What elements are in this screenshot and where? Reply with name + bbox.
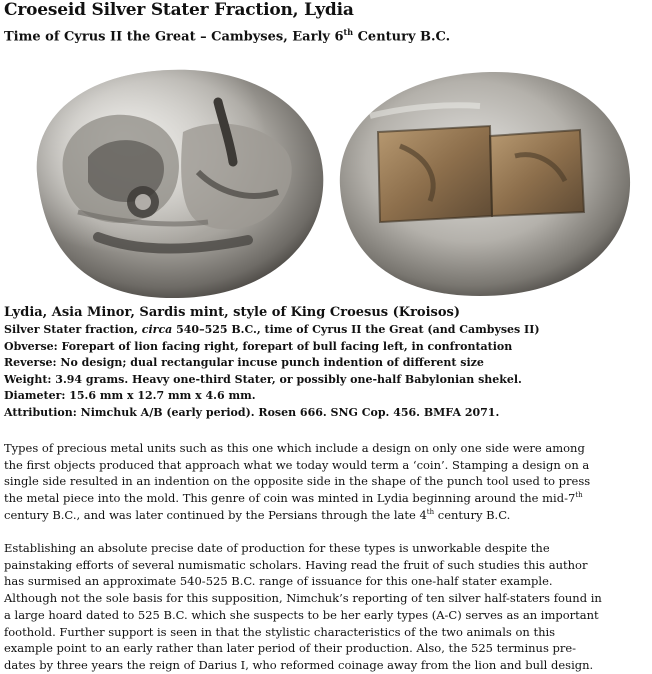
paragraph-dating xyxy=(4,540,648,674)
paragraph-line: example point to an early rather than later period of their production. Also, the 525 terminus pre- xyxy=(4,641,577,656)
paragraph-line: foothold. Further support is seen in that the stylistic characteristics of the two animals on this xyxy=(4,624,556,639)
paragraph-history xyxy=(4,440,648,524)
paragraph-line: has surmised an approximate 540-525 B.C. range of issuance for this one-half stater example. xyxy=(4,574,553,589)
paragraph-line: a large hoard dated to 525 B.C. which she suspects to be her early types (A-C) serves as an important xyxy=(4,607,599,622)
denomination-b: 540–525 B.C., time of Cyrus II the Great (and Cambyses II) xyxy=(172,323,540,336)
coin-details xyxy=(4,304,648,421)
paragraph-line: single side resulted in an indention on the opposite side in the shape of the punch tool used to press xyxy=(4,474,591,489)
details-reverse: Reverse: No design; dual rectangular incuse punch indention of different size xyxy=(4,356,484,369)
paragraph-line xyxy=(4,490,648,507)
coin-reverse-image xyxy=(330,66,636,300)
details-obverse: Obverse: Forepart of lion facing right, forepart of bull facing left, in confrontation xyxy=(4,339,513,353)
subtitle-end: Century B.C. xyxy=(353,29,451,45)
coin-obverse-image xyxy=(18,62,328,302)
paragraph-line: Although not the sole basis for this supposition, Nimchuk’s reporting of ten silver half-staters found in xyxy=(4,591,602,606)
coin-images xyxy=(0,52,652,302)
denomination-circa: circa xyxy=(141,323,173,336)
page-title: Croeseid Silver Stater Fraction, Lydia xyxy=(4,0,354,20)
line-text: century B.C. xyxy=(434,507,511,522)
line-text: century B.C., and was later continued by the Persians through the late 4 xyxy=(4,507,427,522)
paragraph-line: the first objects produced that approach what we today would term a ‘coin’. Stamping a design on a xyxy=(4,457,590,472)
paragraph-line xyxy=(4,507,648,524)
details-heading: Lydia, Asia Minor, Sardis mint, style of King Croesus (Kroisos) xyxy=(4,305,460,320)
paragraph-line: Establishing an absolute precise date of production for these types is unworkable despite the xyxy=(4,541,550,555)
paragraph-line: painstaking efforts of several numismatic scholars. Having read the fruit of such studies this author xyxy=(4,557,588,572)
subtitle-main: Time of Cyrus II the Great – Cambyses, Early 6 xyxy=(4,29,344,45)
line-sup: th xyxy=(575,491,583,500)
page-subtitle xyxy=(4,27,450,44)
line-text: the metal piece into the mold. This genre of coin was minted in Lydia beginning around the mid-7 xyxy=(4,491,576,506)
paragraph-line: dates by three years the reign of Darius I, who reformed coinage away from the lion and bull design. xyxy=(4,657,594,672)
details-attribution: Attribution: Nimchuk A/B (early period). Rosen 666. SNG Cop. 456. BMFA 2071. xyxy=(4,405,500,419)
line-sup: th xyxy=(426,507,435,516)
denomination-a: Silver Stater fraction, xyxy=(4,323,142,336)
paragraph-line: Types of precious metal units such as this one which include a design on only one side were among xyxy=(4,441,585,455)
details-diameter: Diameter: 15.6 mm x 12.7 mm x 4.6 mm. xyxy=(4,389,256,402)
details-denomination xyxy=(4,322,648,339)
subtitle-sup: th xyxy=(343,27,354,37)
details-weight: Weight: 3.94 grams. Heavy one-third Stater, or possibly one-half Babylonian shekel. xyxy=(4,372,522,386)
